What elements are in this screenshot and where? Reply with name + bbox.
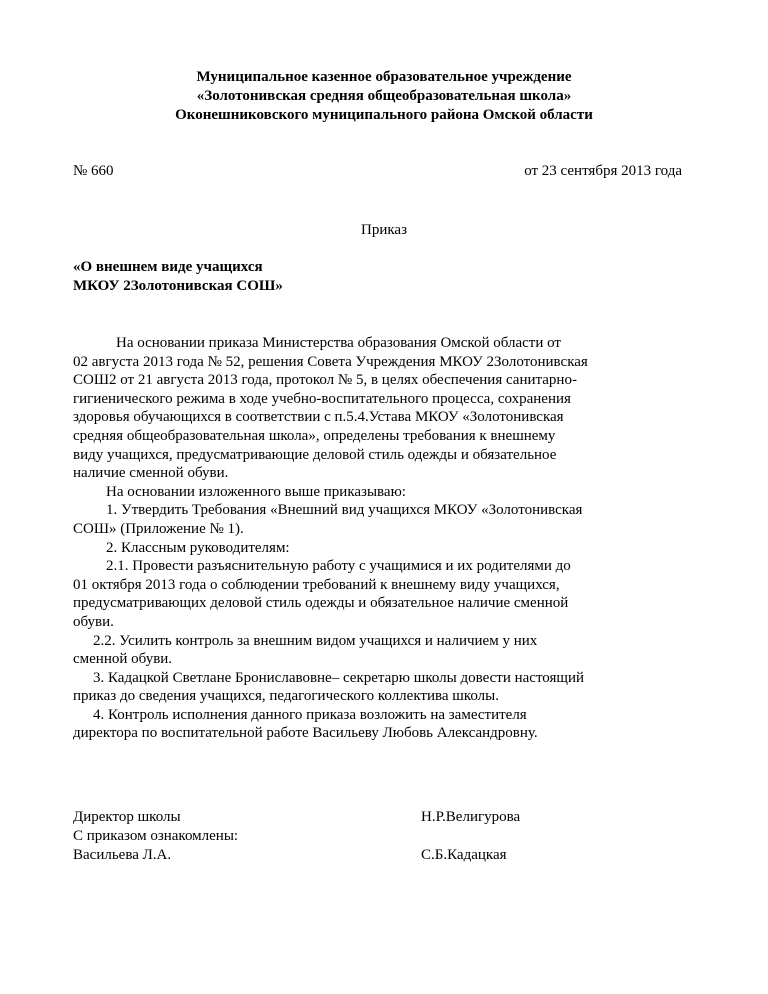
body-line: 2.1. Провести разъяснительную работу с учащимися и их родителями до: [106, 558, 571, 575]
subject-line-2: МКОУ 2Золотонивская СОШ»: [73, 278, 283, 294]
acquainted-person-2: С.Б.Кадацкая: [421, 847, 507, 863]
header-line-3: Оконешниковского муниципального района Омской области: [175, 107, 593, 123]
body-line: 4. Контроль исполнения данного приказа возложить на заместителя: [93, 706, 527, 723]
order-subject: [73, 258, 283, 296]
body-line: СОШ2 от 21 августа 2013 года, протокол № 5, в целях обеспечения санитарно-: [73, 372, 577, 389]
header-line-2: «Золотонивская средняя общеобразовательная школа»: [196, 88, 572, 104]
body-line: предусматривающих деловой стиль одежды и обязательное наличие сменной: [73, 595, 569, 612]
body-line: 01 октября 2013 года о соблюдении требований к внешнему виду учащихся,: [73, 576, 560, 593]
body-line: виду учащихся, предусматривающие деловой стиль одежды и обязательное: [73, 446, 557, 463]
body-line: обуви.: [73, 613, 114, 630]
body-line: средняя общеобразовательная школа», определены требования к внешнему: [73, 427, 556, 444]
body-line: 02 августа 2013 года № 52, решения Совета Учреждения МКОУ 2Золотонивская: [73, 353, 588, 370]
body-line: СОШ» (Приложение № 1).: [73, 520, 244, 537]
institution-header: [0, 68, 768, 125]
document-title: Приказ: [360, 222, 407, 238]
body-line: здоровья обучающихся в соответствии с п.5.4.Устава МКОУ «Золотонивская: [73, 409, 564, 426]
director-name: Н.Р.Велигурова: [421, 809, 521, 825]
body-line: 2.2. Усилить контроль за внешним видом учащихся и наличием у них: [93, 632, 538, 649]
order-number: № 660: [73, 163, 114, 179]
order-body: [73, 334, 713, 743]
body-line: 3. Кадацкой Светлане Брониславовне– секретарю школы довести настоящий: [93, 669, 585, 686]
body-line: приказ до сведения учащихся, педагогического коллектива школы.: [73, 688, 499, 705]
body-line: наличие сменной обуви.: [73, 465, 229, 482]
director-label: Директор школы: [73, 809, 181, 825]
body-line: директора по воспитательной работе Васильеву Любовь Александровну.: [73, 725, 538, 742]
body-line: 2. Классным руководителям:: [106, 539, 290, 556]
acquainted-person-1: Васильева Л.А.: [73, 847, 172, 863]
body-line: На основании изложенного выше приказываю:: [106, 483, 406, 500]
body-line: 1. Утвердить Требования «Внешний вид учащихся МКОУ «Золотонивская: [106, 502, 583, 519]
subject-line-1: «О внешнем виде учащихся: [73, 259, 263, 275]
body-line: гигиенического режима в ходе учебно-воспитательного процесса, сохранения: [73, 390, 571, 407]
order-date: от 23 сентября 2013 года: [524, 163, 682, 179]
body-line: сменной обуви.: [73, 651, 173, 668]
body-line: На основании приказа Министерства образования Омской области от: [116, 335, 561, 351]
header-line-1: Муниципальное казенное образовательное учреждение: [196, 69, 572, 85]
acquainted-label: С приказом ознакомлены:: [73, 828, 239, 844]
